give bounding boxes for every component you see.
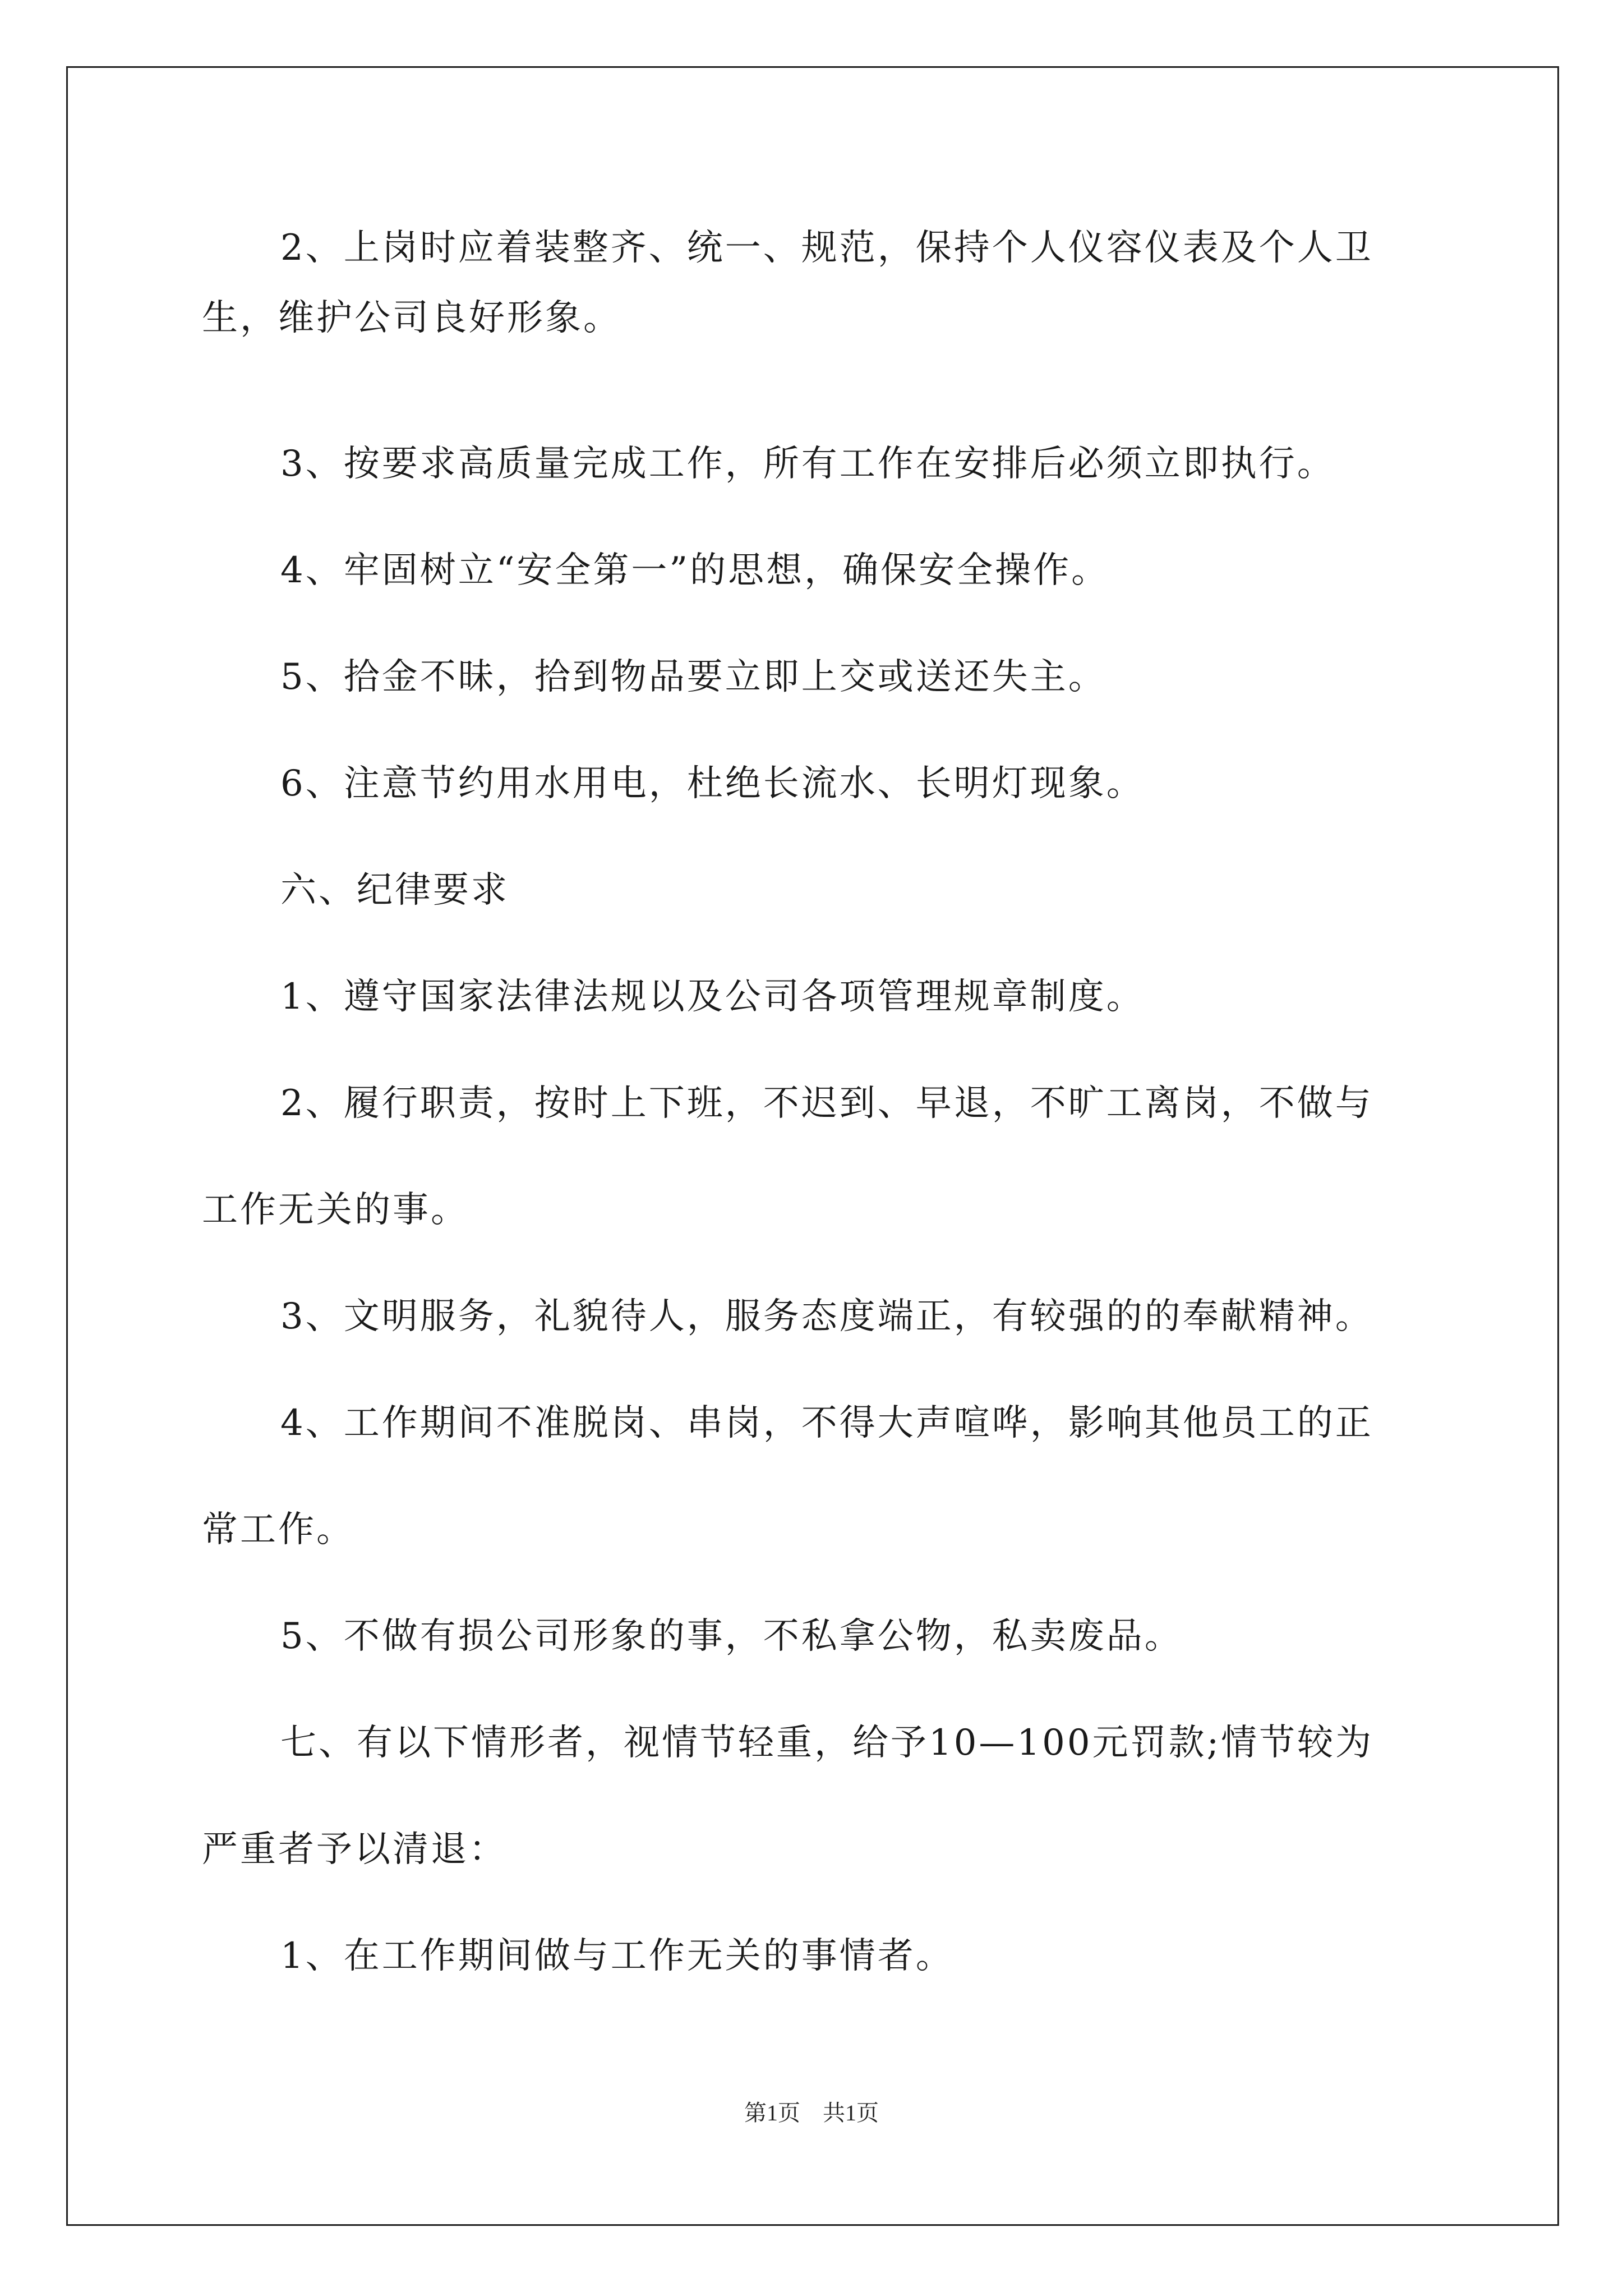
paragraph-line: 5、拾金不昧，拾到物品要立即上交或送还失主。 [280,656,1106,698]
paragraph-line: 2、上岗时应着装整齐、统一、规范，保持个人仪容仪表及个人卫 [280,227,1373,269]
section-heading: 七、有以下情形者，视情节轻重，给予10—100元罚款;情节较为 [280,1722,1374,1764]
paragraph-line: 工作无关的事。 [202,1189,469,1231]
page-footer [0,2095,1623,2127]
paragraph-line: 4、工作期间不准脱岗、串岗，不得大声喧哗，影响其他员工的正 [280,1402,1373,1444]
paragraph-line: 常工作。 [202,1509,354,1550]
page-number: 第1页 [744,2100,800,2125]
paragraph-line: 4、牢固树立“安全第一”的思想，确保安全操作。 [280,550,1110,591]
paragraph-line: 1、遵守国家法律法规以及公司各项管理规章制度。 [280,976,1145,1018]
paragraph-line: 3、按要求高质量完成工作，所有工作在安排后必须立即执行。 [280,443,1335,485]
paragraph-line: 3、文明服务，礼貌待人，服务态度端正，有较强的的奉献精神。 [280,1296,1373,1337]
paragraph-line: 5、不做有损公司形象的事，不私拿公物，私卖废品。 [280,1616,1183,1657]
section-heading: 六、纪律要求 [280,869,509,911]
page-total: 共1页 [823,2100,879,2125]
paragraph-line: 2、履行职责，按时上下班，不迟到、早退，不旷工离岗，不做与 [280,1083,1373,1124]
paragraph-line: 1、在工作期间做与工作无关的事情者。 [280,1935,954,1977]
paragraph-line: 6、注意节约用水用电，杜绝长流水、长明灯现象。 [280,763,1145,804]
paragraph-line: 严重者予以清退： [202,1829,507,1870]
paragraph-line: 生，维护公司良好形象。 [202,297,621,339]
page-frame [66,66,1559,2226]
